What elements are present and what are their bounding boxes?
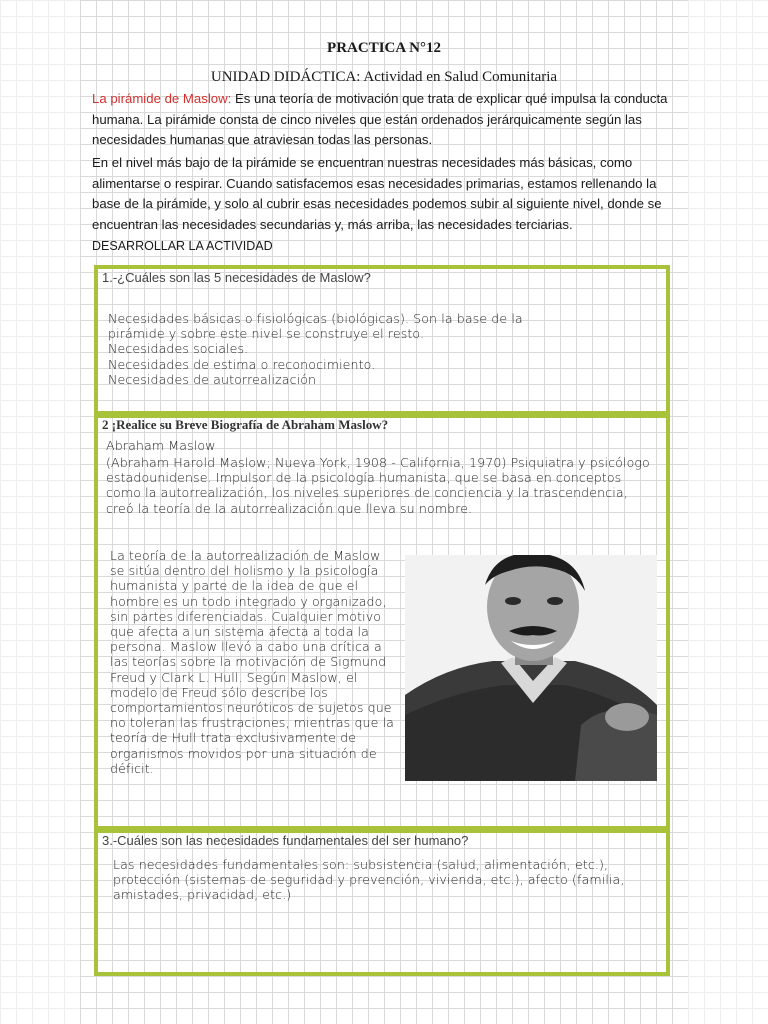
intro-p1-text: Es una teoría de motivación que trata de explicar qué impulsa la conducta humana. La pirámide consta de cinco niveles que están ordenados jerárquicamente según las necesidades humanas que atraviesan todas las personas. (92, 91, 668, 147)
answer-3: Las necesidades fundamentales son: subsistencia (salud, alimentación, etc.), protección (sistemas de seguridad y prevención, vivienda, etc.), afecto (familia, amistades, privacidad, etc.) (113, 857, 625, 903)
question-2-title: 2 ¡Realice su Breve Biografía de Abraham Maslow? (102, 417, 389, 432)
intro-paragraph-2: En el nivel más bajo de la pirámide se encuentran nuestras necesidades más básicas, como alimentarse o respirar. Cuando satisfacemos esas necesidades primarias, estamos rellenando la base de la pirámide, y solo al cubrir esas necesidades podemos subir al siguiente nivel, donde se encuentran las necesidades secundarias y, más arriba, las necesidades terciarias. (92, 155, 662, 232)
page-margin-right (688, 0, 768, 1024)
page-subtitle: UNIDAD DIDÁCTICA: Actividad en Salud Comunitaria (210, 69, 558, 85)
page-title: PRACTICA N°12 (327, 40, 441, 56)
answer-1-line: pirámide y sobre este nivel se construye el resto. (108, 326, 425, 342)
question-3-title: 3.-Cuáles son las necesidades fundamentales del ser humano? (102, 833, 469, 848)
maslow-name: Abraham Maslow (106, 438, 216, 453)
answer-1-line: Necesidades sociales. (108, 341, 249, 357)
question-1-title: 1.-¿Cuáles son las 5 necesidades de Maslow? (102, 270, 371, 285)
maslow-photo (405, 555, 657, 781)
answer-1 (108, 311, 608, 387)
answer-1-line: Necesidades básicas o fisiológicas (biológicas). Son la base de la (108, 311, 523, 326)
intro-lead: La pirámide de Maslow: (92, 91, 232, 106)
answer-1-line: Necesidades de estima o reconocimiento. (108, 356, 376, 372)
section-heading: DESARROLLAR LA ACTIVIDAD (92, 239, 273, 253)
answer-1-line: Necesidades de autorrealización (108, 371, 317, 387)
maslow-biography: (Abraham Harold Maslow; Nueva York, 1908 - California, 1970) Psiquiatra y psicólogo estadounidense. Impulsor de la psicología humanista, que se basa en conceptos como la autorrealización, los niveles superiores de conciencia y la trascendencia, creó la teoría de la autorrealización que lleva su nombre. (106, 455, 650, 516)
page-margin-left (0, 0, 80, 1024)
self-actualization-theory: La teoría de la autorrealización de Maslow se sitúa dentro del holismo y la psicología humanista y parte de la idea de que el hombre es un todo integrado y organizado, sin partes diferenciadas. Cualquier motivo que afecta a un sistema afecta a toda la persona. Maslow llevó a cabo una crítica a las teorías sobre la motivación de Sigmund Freud y Clark L. Hull. Según Maslow, el modelo de Freud sólo describe los comportamientos neuróticos de sujetos que no toleran las frustraciones, mientras que la teoría de Hull trata exclusivamente de organismos movidos por una situación de déficit. (110, 548, 394, 776)
portrait-illustration (405, 555, 657, 781)
intro-paragraph-1 (92, 89, 688, 151)
